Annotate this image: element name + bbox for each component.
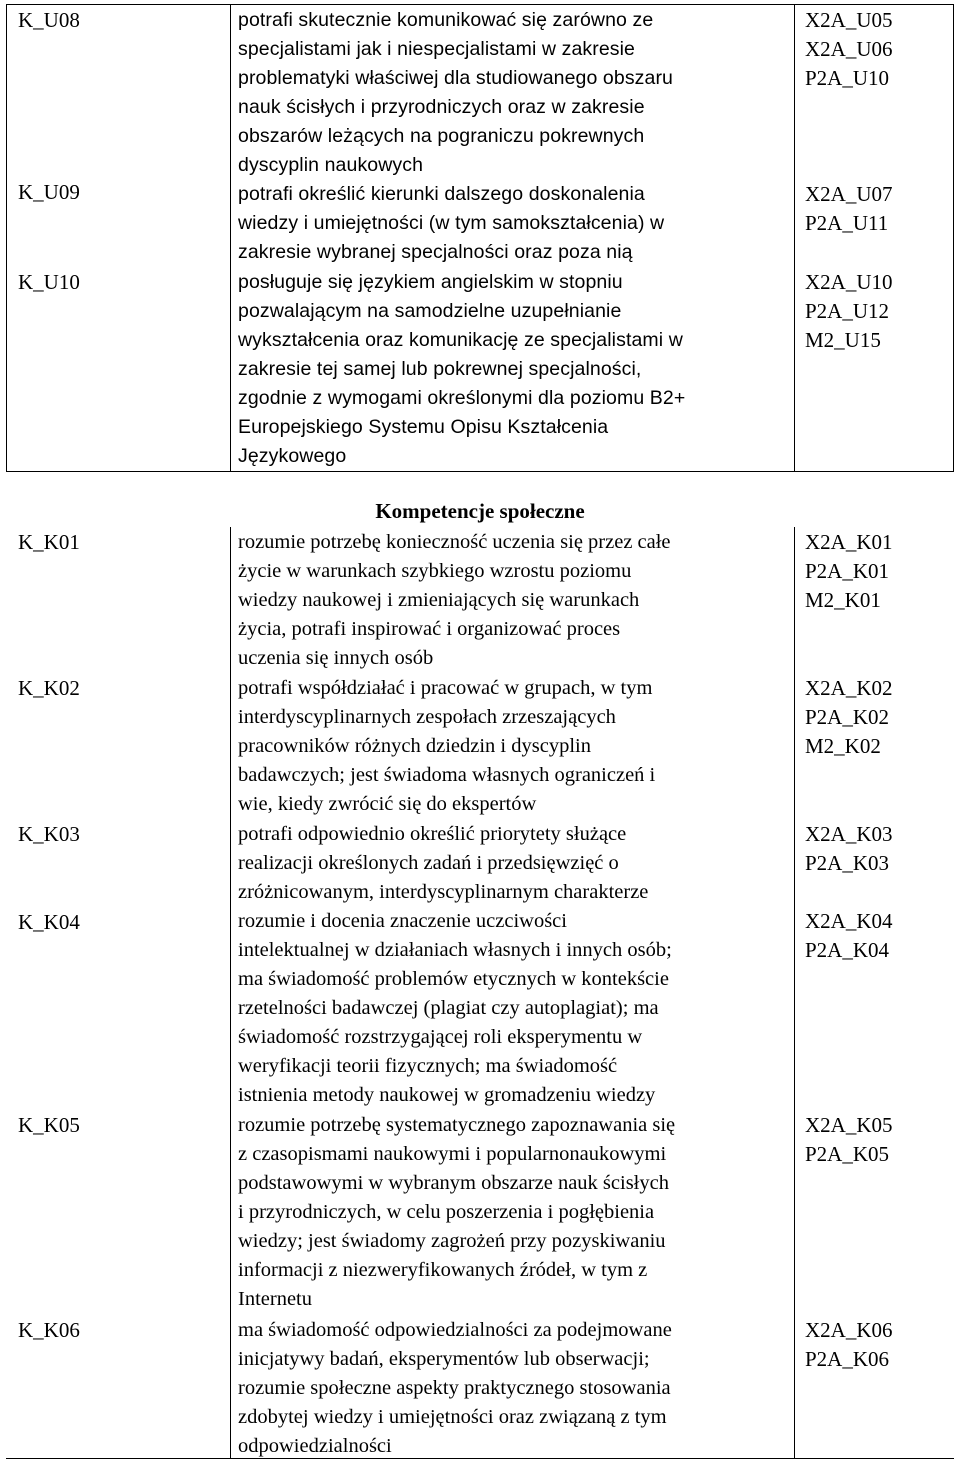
description-line: dyscyplin naukowych [238,154,424,176]
effect-references [805,1111,893,1169]
effect-references [805,907,893,965]
description-line: rozumie potrzebę konieczność uczenia się przez całe [238,531,671,553]
description-line: rozumie potrzebę systematycznego zapoznawania się [238,1114,676,1136]
description-line: informacji z niezweryfikowanych źródeł, w tym z [238,1259,648,1281]
reference-code: M2_K02 [805,734,881,758]
learning-outcome-code: K_K02 [18,676,80,700]
reference-code: M2_K01 [805,588,881,612]
description-line: zgodnie z wymogami określonymi dla poziomu B2+ [238,387,686,409]
description-line: uczenia się innych osób [238,647,434,669]
description-line: intelektualnej w działaniach własnych i innych osób; [238,939,672,961]
learning-outcome-code: K_U10 [18,270,80,294]
reference-code: P2A_K05 [805,1142,890,1166]
learning-outcome-code: K_U09 [18,180,80,204]
description-line: zdobytej wiedzy i umiejętności oraz związaną z tym [238,1406,667,1428]
description-line: weryfikacji teorii fizycznych; ma świadomość [238,1055,618,1077]
effect-references [805,180,893,238]
description-line: inicjatywy badań, eksperymentów lub obserwacji; [238,1348,650,1370]
reference-code: X2A_K01 [805,530,893,554]
section-title: Kompetencje społeczne [375,499,585,523]
description-line: podstawowymi w wybranym obszarze nauk ścisłych [238,1172,669,1194]
reference-code: X2A_K05 [805,1113,893,1137]
effect-references [805,528,893,615]
description-line: interdyscyplinarnych zespołach zrzeszających [238,706,616,728]
learning-outcome-description [238,1111,790,1314]
effect-references [805,674,893,761]
description-line: rozumie społeczne aspekty praktycznego stosowania [238,1377,671,1399]
reference-code: X2A_U05 [805,8,893,32]
learning-outcome-description [238,268,790,471]
reference-code: P2A_U12 [805,299,890,323]
learning-outcome-description [238,6,790,180]
description-line: zakresie wybranej specjalności oraz poza nią [238,241,633,263]
description-line: rozumie i docenia znaczenie uczciwości [238,910,567,932]
learning-outcome-description [238,528,790,673]
competences-col-divider-1 [230,527,231,1459]
effect-references [805,1316,893,1374]
reference-code: X2A_K06 [805,1318,893,1342]
description-line: zróżnicowanym, interdyscyplinarnym charakterze [238,881,649,903]
reference-code: X2A_K02 [805,676,893,700]
learning-outcome-code: K_K04 [18,910,80,934]
reference-code: X2A_U06 [805,37,893,61]
description-line: życia, potrafi inspirować i organizować proces [238,618,621,640]
description-line: potrafi współdziałać i pracować w grupach, w tym [238,677,653,699]
description-line: specjalistami jak i niespecjalistami w zakresie [238,38,636,60]
description-line: obszarów leżących na pograniczu pokrewnych [238,125,645,147]
learning-outcome-code: K_K05 [18,1113,80,1137]
competences-col-divider-2 [794,527,795,1459]
description-line: ma świadomość odpowiedzialności za podejmowane [238,1319,672,1341]
reference-code: X2A_U07 [805,182,893,206]
description-line: wiedzy i umiejętności (w tym samokształcenia) w [238,212,665,234]
reference-code: P2A_K02 [805,705,890,729]
learning-outcome-description [238,907,790,1110]
learning-outcome-description [238,1316,790,1461]
description-line: z czasopismami naukowymi i popularnonaukowymi [238,1143,667,1165]
description-line: potrafi określić kierunki dalszego doskonalenia [238,183,645,205]
learning-outcome-code: K_U08 [18,8,80,32]
description-line: potrafi odpowiednio określić priorytety służące [238,823,627,845]
skills-col-divider-2 [794,4,795,472]
description-line: problematyki właściwej dla studiowanego obszaru [238,67,674,89]
description-line: wiedzy; jest świadomy zagrożeń przy pozyskiwaniu [238,1230,666,1252]
description-line: Internetu [238,1288,312,1310]
description-line: wykształcenia oraz komunikację ze specjalistami w [238,329,683,351]
learning-outcome-description [238,820,790,907]
description-line: pracowników różnych dziedzin i dyscyplin [238,735,591,757]
description-line: realizacji określonych zadań i przedsięwzięć o [238,852,619,874]
reference-code: X2A_U10 [805,270,893,294]
reference-code: P2A_U10 [805,66,890,90]
reference-code: P2A_K01 [805,559,890,583]
description-line: ma świadomość problemów etycznych w kontekście [238,968,669,990]
description-line: i przyrodniczych, w celu poszerzenia i pogłębienia [238,1201,655,1223]
description-line: świadomość rozstrzygającej roli eksperymentu w [238,1026,643,1048]
description-line: rzetelności badawczej (plagiat czy autoplagiat); ma [238,997,659,1019]
reference-code: P2A_K03 [805,851,890,875]
description-line: wie, kiedy zwrócić się do ekspertów [238,793,537,815]
description-line: istnienia metody naukowej w gromadzeniu wiedzy [238,1084,656,1106]
learning-outcome-code: K_K06 [18,1318,80,1342]
effect-references [805,820,893,878]
learning-outcome-description [238,674,790,819]
effect-references [805,268,893,355]
description-line: Językowego [238,445,347,467]
description-line: potrafi skutecznie komunikować się zarówno ze [238,9,654,31]
reference-code: X2A_K04 [805,909,893,933]
description-line: odpowiedzialności [238,1435,392,1457]
learning-outcome-code: K_K01 [18,530,80,554]
reference-code: X2A_K03 [805,822,893,846]
table-bottom-border [6,1458,954,1459]
skills-col-divider-1 [230,4,231,472]
description-line: Europejskiego Systemu Opisu Kształcenia [238,416,609,438]
description-line: życie w warunkach szybkiego wzrostu poziomu [238,560,632,582]
description-line: zakresie tej samej lub pokrewnej specjalności, [238,358,642,380]
effect-references [805,6,893,93]
reference-code: M2_U15 [805,328,881,352]
learning-outcome-description [238,180,790,267]
description-line: pozwalającym na samodzielne uzupełnianie [238,300,622,322]
reference-code: P2A_K06 [805,1347,890,1371]
reference-code: P2A_K04 [805,938,890,962]
description-line: posługuje się językiem angielskim w stopniu [238,271,623,293]
learning-outcome-code: K_K03 [18,822,80,846]
reference-code: P2A_U11 [805,211,889,235]
description-line: badawczych; jest świadoma własnych ograniczeń i [238,764,656,786]
description-line: nauk ścisłych i przyrodniczych oraz w zakresie [238,96,645,118]
description-line: wiedzy naukowej i zmieniających się warunkach [238,589,640,611]
